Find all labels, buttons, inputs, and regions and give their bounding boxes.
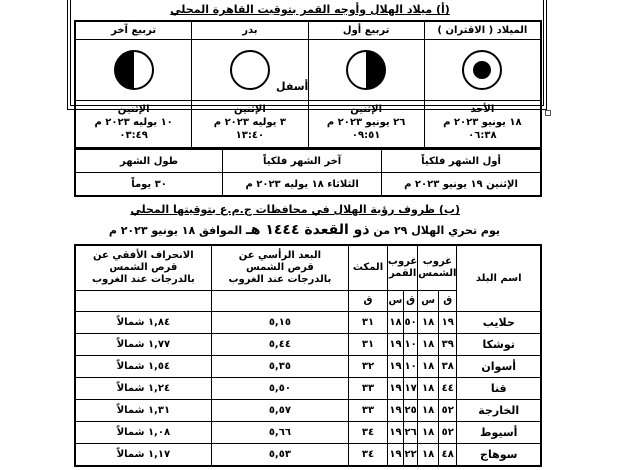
subtitle-post: الموافق ١٨ يونيو ٢٠٢٣ م — [108, 224, 243, 237]
month-end-value: الثلاثاء ١٨ يوليه ٢٠٢٣ م — [223, 173, 382, 197]
moonset-hour: ١٩ — [387, 400, 403, 422]
visibility-table — [74, 244, 542, 467]
month-start-header: أول الشهر فلكياً — [382, 149, 541, 173]
unit-q: ق — [438, 291, 456, 312]
stay-value: ٣٣ — [349, 378, 388, 400]
azimuth-value: ١,١٧ شمالاً — [75, 444, 211, 467]
sunset-header: غروب الشمس — [418, 245, 457, 291]
stay-value: ٣١ — [349, 312, 388, 334]
new-moon-icon — [460, 48, 504, 92]
moonset-minute: ١٠ — [403, 334, 417, 356]
new-moon-cell — [424, 40, 541, 101]
altitude-value: ٥,٦٦ — [211, 422, 348, 444]
phase-day: الإثنين — [233, 104, 266, 115]
stay-value: ٣٣ — [349, 400, 388, 422]
moonset-minute: ١٠ — [403, 356, 417, 378]
phase-name: تربيع أول — [308, 21, 424, 40]
first-quarter-moon-icon — [344, 48, 388, 92]
altitude-header: البعد الرأسي عن قرص الشمس بالدرجات عند الغروب — [211, 245, 348, 291]
azimuth-value: ١,٧٧ شمالاً — [75, 334, 211, 356]
sunset-hour: ١٨ — [418, 422, 439, 444]
altitude-value: ٥,٥٠ — [211, 378, 348, 400]
table-row — [75, 378, 541, 400]
city-name: قنا — [457, 378, 541, 400]
city-name: حلايب — [457, 312, 541, 334]
table-row — [75, 334, 541, 356]
city-name: سوهاج — [457, 444, 541, 467]
full-moon-icon — [228, 48, 272, 92]
phase-date: ١٨ يونيو ٢٠٢٣ م — [443, 117, 522, 128]
altitude-value: ٥,٥٣ — [211, 444, 348, 467]
sunset-minute: ١٩ — [438, 312, 456, 334]
table-row — [75, 400, 541, 422]
last-quarter-cell — [75, 40, 192, 101]
phase-date: ٢٦ يونيو ٢٠٢٣ م — [326, 117, 406, 128]
azimuth-value: ١,٣١ شمالاً — [75, 400, 211, 422]
city-header: اسم البلد — [457, 245, 541, 312]
month-start-value: الإثنين ١٩ يونيو ٢٠٢٣ م — [382, 173, 541, 197]
phase-name: الميلاد ( الاقتران ) — [424, 21, 541, 40]
section-b-title: (ب) ظروف رؤية الهلال في محافظات ج.م.ع بتوقيتها المحلي — [130, 203, 460, 216]
stay-value: ٣٤ — [349, 444, 388, 467]
moonset-minute: ٢٦ — [403, 422, 417, 444]
sunset-hour: ١٨ — [418, 356, 439, 378]
month-end-header: آخر الشهر فلكياً — [223, 149, 382, 173]
moonset-hour: ١٨ — [387, 312, 403, 334]
section-a-title: (أ) ميلاد الهلال وأوجه القمر بتوقيت القاهرة المحلي — [170, 3, 450, 16]
moonset-hour: ١٩ — [387, 334, 403, 356]
subtitle-month: ذو القعدة ١٤٤٤ هـ — [245, 222, 370, 238]
sunset-hour: ١٨ — [418, 400, 439, 422]
altitude-value: ٥,٤٤ — [211, 334, 348, 356]
resize-handle[interactable] — [545, 110, 551, 116]
phase-name: بدر — [192, 21, 308, 40]
altitude-value: ٥,١٥ — [211, 312, 348, 334]
sunset-minute: ٥٢ — [438, 400, 456, 422]
phase-day: الإثنين — [350, 104, 383, 115]
sunset-minute: ٤٤ — [438, 378, 456, 400]
sunset-hour: ١٨ — [418, 312, 439, 334]
unit-q: ق — [349, 291, 388, 312]
city-name: أسوان — [457, 356, 541, 378]
empty-unit — [75, 291, 211, 312]
unit-s: س — [418, 291, 439, 312]
phase-datetime — [424, 101, 541, 149]
phase-datetime — [75, 101, 192, 149]
moonset-hour: ١٩ — [387, 422, 403, 444]
last-quarter-moon-icon — [112, 48, 156, 92]
azimuth-header: الانحراف الأفقي عن قرص الشمس بالدرجات عند الغروب — [75, 245, 211, 291]
first-quarter-cell — [308, 40, 424, 101]
phase-day: الإثنين — [117, 104, 150, 115]
stay-value: ٣٢ — [349, 356, 388, 378]
sunset-minute: ٤٨ — [438, 444, 456, 467]
stay-value: ٣١ — [349, 334, 388, 356]
phase-date: ٣ يوليه ٢٠٢٣ م — [213, 117, 286, 128]
city-name: أسيوط — [457, 422, 541, 444]
moonset-hour: ١٩ — [387, 444, 403, 467]
azimuth-value: ١,٨٤ شمالاً — [75, 312, 211, 334]
moonset-minute: ١٧ — [403, 378, 417, 400]
phase-time: ٠٣:٤٩ — [119, 130, 148, 141]
table-row — [75, 444, 541, 467]
altitude-value: ٥,٥٧ — [211, 400, 348, 422]
empty-unit — [211, 291, 348, 312]
phase-name: تربيع آخر — [75, 21, 192, 40]
sunset-minute: ٣٩ — [438, 334, 456, 356]
stay-header: المكث — [349, 245, 388, 291]
phase-date: ١٠ يوليه ٢٠٢٣ م — [94, 117, 173, 128]
stay-value: ٣٤ — [349, 422, 388, 444]
moonset-minute: ٥٠ — [403, 312, 417, 334]
moonset-header: غروب القمر — [387, 245, 417, 291]
phase-time: ٠٩:٥١ — [351, 130, 381, 141]
month-info-table — [74, 148, 542, 197]
table-row — [75, 356, 541, 378]
phase-time: ١٣:٤٠ — [235, 130, 265, 141]
unit-s: س — [387, 291, 403, 312]
phase-datetime — [308, 101, 424, 149]
subtitle-pre: يوم تحري الهلال ٢٩ من — [373, 224, 500, 237]
phase-datetime — [192, 101, 308, 149]
moonset-hour: ١٩ — [387, 356, 403, 378]
phase-day: الأحد — [470, 104, 495, 115]
month-length-value: ٣٠ يوماً — [75, 173, 223, 197]
table-row — [75, 422, 541, 444]
azimuth-value: ١,٢٤ شمالاً — [75, 378, 211, 400]
moonset-minute: ٢٥ — [403, 400, 417, 422]
phase-time: ٠٦:٣٨ — [468, 130, 497, 141]
sunset-minute: ٥٢ — [438, 422, 456, 444]
sunset-hour: ١٨ — [418, 378, 439, 400]
sunset-hour: ١٨ — [418, 444, 439, 467]
table-row — [75, 312, 541, 334]
moonset-hour: ١٩ — [387, 378, 403, 400]
floating-label: أسفل — [276, 80, 309, 93]
moonset-minute: ٢٢ — [403, 444, 417, 467]
altitude-value: ٥,٣٥ — [211, 356, 348, 378]
city-name: الخارجة — [457, 400, 541, 422]
azimuth-value: ١,٠٨ شمالاً — [75, 422, 211, 444]
city-name: توشكا — [457, 334, 541, 356]
sunset-minute: ٣٨ — [438, 356, 456, 378]
azimuth-value: ١,٥٤ شمالاً — [75, 356, 211, 378]
unit-q: ق — [403, 291, 417, 312]
section-b-subtitle — [108, 222, 500, 238]
sunset-hour: ١٨ — [418, 334, 439, 356]
month-length-header: طول الشهر — [75, 149, 223, 173]
